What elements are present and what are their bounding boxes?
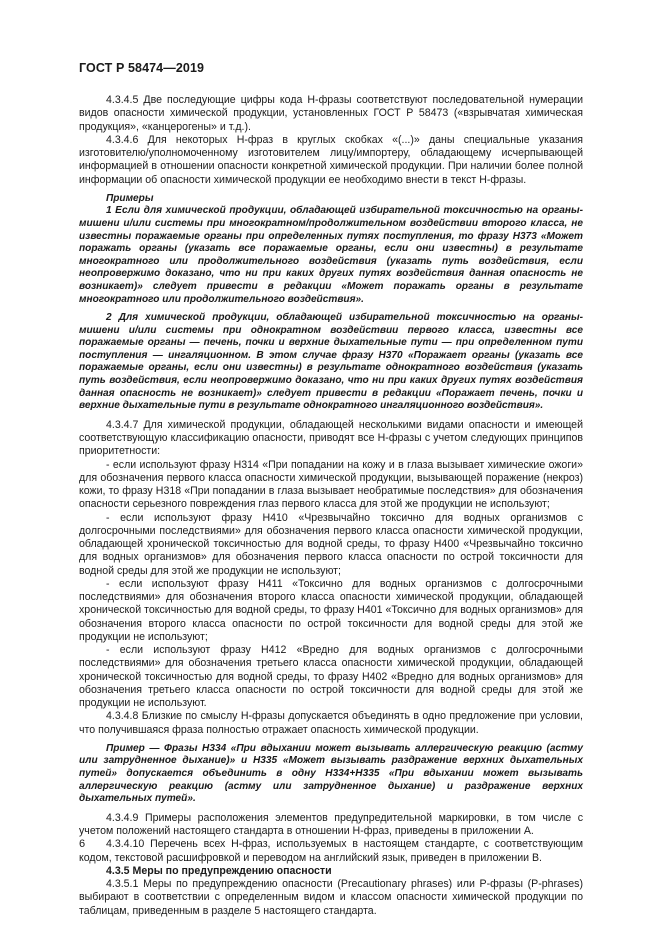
list-item-h410: - если используют фразу Н410 «Чрезвычайно токсично для водных организмов с долгосрочными последствиями» для обозначения первого класса опасности химической продукции, обладающей хронической токсичностью для водной среды, то фразу Н400 «Чрезвычайно токсично для водных организмов» для обозначения первого класса опасности по острой токсичности для водной среды для этой же продукции не используют; <box>79 511 583 577</box>
paragraph-4-3-4-6: 4.3.4.6 Для некоторых Н-фраз в круглых скобках «(...)» даны специальные указания изготовителю/уполномоченному изготовителем лицу/импортеру, обладающему исчерпывающей информацией в отношении опасности конкретной химической продукции. При наличии более полной информации об опасности химической продукции ее необходимо внести в текст Н-фразы. <box>79 133 583 186</box>
standard-header: ГОСТ Р 58474—2019 <box>79 61 205 75</box>
list-item-h314: - если используют фразу Н314 «При попадании на кожу и в глаза вызывает химические ожоги» для обозначения первого класса опасности химической продукции, вызывающей поражение (некроз) кожи, то фразу Н318 «При попадании в глаза вызывает необратимые последствия» для обозначения опасности серьезного повреждения глаз первого класса для этой же продукции не используют; <box>79 458 583 511</box>
paragraph-4-3-4-9: 4.3.4.9 Примеры расположения элементов предупредительной маркировки, в том числе с учетом положений настоящего стандарта в отношении Н-фраз, приведены в приложении А. <box>79 811 583 838</box>
paragraph-4-3-4-5: 4.3.4.5 Две последующие цифры кода Н-фразы соответствуют последовательной нумерации видов опасности химической продукции, установленных ГОСТ Р 58473 («взрывчатая химическая продукция», «канцерогены» и т.д.). <box>79 94 583 133</box>
page-number: 6 <box>79 838 86 850</box>
list-item-h411: - если используют фразу Н411 «Токсично для водных организмов с долгосрочными последствиями» для обозначения второго класса опасности химической продукции, обладающей хронической токсичностью для водной среды, то фразу Н401 «Токсично для водных организмов» для обозначения второго класса опасности по острой токсичности для водной среды для этой же продукции не используют; <box>79 577 583 643</box>
paragraph-4-3-4-7: 4.3.4.7 Для химической продукции, обладающей несколькими видами опасности и имеющей соответствующую классификацию опасности, приводят все Н-фразы с учетом следующих принципов приоритетности: <box>79 418 583 458</box>
paragraph-4-3-4-10: 4.3.4.10 Перечень всех Н-фраз, используемых в настоящем стандарте, с соответствующим кодом, текстовой расшифровкой и переводом на английский язык, приведен в приложении В. <box>79 838 583 864</box>
paragraph-4-3-4-8: 4.3.4.8 Близкие по смыслу Н-фразы допускается объединять в одно предложение при условии, что получившаяся фраза полностью отражает опасность химической продукции. <box>79 710 583 736</box>
paragraph-4-3-5-1: 4.3.5.1 Меры по предупреждению опасности (Precautionary phrases) или Р-фразы (P-phrases) выбирают в соответствии с определенным видом и классом опасности химической продукции по таблицам, приведенным в разделе 5 настоящего стандарта. <box>79 878 583 917</box>
example-2: 2 Для химической продукции, обладающей избирательной токсичностью на органы-мишени и/или системы при однократном воздействии первого класса, известны все поражаемые органы — печень, почки и верхние дыхательные пути — при определенном пути поступления — ингаляционном. В этом случае фразу Н370 «Поражает органы (указать все поражаемые органы, если они известны) в результате однократного воздействия (указать путь воздействия, если неопровержимо доказано, что ни при каких других путях воздействия данная опасность не возникает)» следует привести в редакции «Поражает печень, почки и верхние дыхательные пути в результате однократного ингаляционного воздействия». <box>79 312 583 412</box>
example-1: 1 Если для химической продукции, обладающей избирательной токсичностью на органы-мишени и/или системы при многократном/продолжительном воздействии второго класса, не известны поражаемые органы при определенных путях поступления, то фразу Н373 «Может поражать органы (указать все поражаемые органы, если они известны) в результате многократного или продолжительного воздействия (указать путь воздействия, если неопровержимо доказано, что ни при каких других путях воздействия данная опасность не возникает)» следует привести в редакции «Может поражать органы в результате многократного или продолжительного воздействия». <box>79 205 583 305</box>
document-body <box>79 94 583 918</box>
list-item-h412: - если используют фразу Н412 «Вредно для водных организмов с долгосрочными последствиями» для обозначения третьего класса опасности химической продукции, обладающей хронической токсичностью для водной среды, то фразу Н402 «Вредно для водных организмов» для обозначения третьего класса опасности по острой токсичности для водной среды для этой же продукции не используют. <box>79 644 583 710</box>
section-heading-4-3-5: 4.3.5 Меры по предупреждению опасности <box>106 864 332 877</box>
examples-heading: Примеры <box>106 192 154 204</box>
example-h334-h335: Пример — Фразы Н334 «При вдыхании может вызывать аллергическую реакцию (астму или затрудненное дыхание)» и Н335 «Может вызывать раздражение верхних дыхательных путей» допускается объединить в одну Н334+Н335 «При вдыхании может вызывать аллергическую реакцию (астму или затрудненное дыхание) и раздражение верхних дыхательных путей». <box>79 742 583 805</box>
